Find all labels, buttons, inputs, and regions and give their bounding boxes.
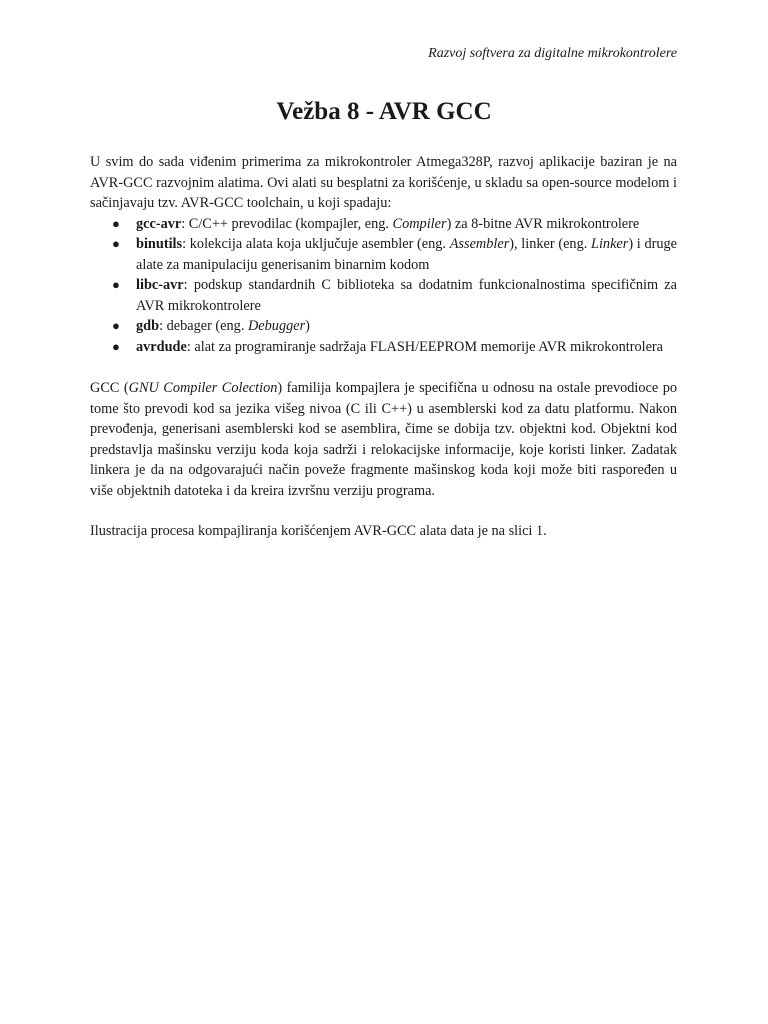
bullet-icon: ● xyxy=(112,277,120,292)
description-text: : alat za programiranje sadržaja FLASH/EEPROM memorije AVR mikrokontrolera xyxy=(186,338,664,355)
list-item-gcc-avr xyxy=(90,214,677,235)
bullet-icon: ● xyxy=(112,215,120,231)
paragraph-spacer xyxy=(90,357,677,378)
document-body xyxy=(90,152,677,542)
description-text: ), linker (eng. xyxy=(509,236,591,252)
description-text: : debager (eng. xyxy=(159,318,248,334)
illustration-paragraph: Ilustracija procesa kompajliranja korišćenjem AVR-GCC alata data je na slici 1. xyxy=(90,523,547,539)
bullet-icon: ● xyxy=(112,236,120,251)
bullet-icon: ● xyxy=(112,318,120,333)
gcc-paragraph-lead: GCC ( xyxy=(90,380,129,396)
term-gcc-avr: gcc-avr xyxy=(136,215,182,232)
bullet-icon: ● xyxy=(112,338,120,354)
emphasis-text: Compiler xyxy=(392,215,447,232)
list-item-binutils xyxy=(90,234,677,275)
description-text: ) i druge alate za manipulaciju generisanim binarnim kodom xyxy=(136,236,677,273)
description-text: ) xyxy=(305,318,310,334)
page-title: Vežba 8 - AVR GCC xyxy=(276,98,492,125)
description-text: : kolekcija alata koja uključuje asembler (eng. xyxy=(182,236,450,252)
list-item-libc-avr xyxy=(90,275,677,316)
emphasis-text: Assembler xyxy=(449,236,510,252)
description-text: : podskup standardnih C biblioteka sa dodatnim funkcionalnostima specifičnim za AVR mikrokontrolere xyxy=(136,277,677,314)
list-item-gdb xyxy=(90,316,677,337)
term-libc-avr: libc-avr xyxy=(136,277,184,293)
emphasis-text: Linker xyxy=(591,236,629,252)
list-item-avrdude xyxy=(90,337,677,358)
gcc-paragraph-body: ) familija kompajlera je specifična u odnosu na ostale prevodioce po tome što prevodi kod sa jezika višeg nivoa (C ili C++) u asemblerski kod za datu platformu. Nakon prevođenja, generisani asemblerski kod se asemblira, čime se dobija tzv. objektni kod. Objektni kod predstavlja mašinsku verziju koda koja sadrži i relokacijske informacije, koje koristi linker. Zadatak linkera je da na odgovarajući način poveže fragmente mašinskog koda koji može biti raspoređen u više objektnih datoteka i da kreira izvršnu verziju programa. xyxy=(90,380,677,499)
description-text: ) za 8-bitne AVR mikrokontrolere xyxy=(446,215,640,232)
term-binutils: binutils xyxy=(136,236,183,252)
term-avrdude: avrdude xyxy=(136,338,187,355)
emphasis-text: GNU Compiler Colection xyxy=(128,380,278,396)
toolchain-list xyxy=(90,214,677,358)
running-header: Razvoj softvera za digitalne mikrokontrolere xyxy=(428,46,677,61)
paragraph-spacer xyxy=(90,501,677,521)
gcc-paragraph xyxy=(90,378,677,501)
emphasis-text: Debugger xyxy=(247,318,306,334)
intro-paragraph: U svim do sada viđenim primerima za mikrokontroler Atmega328P, razvoj aplikacije baziran je na AVR-GCC razvojnim alatima. Ovi alati su besplatni za korišćenje, u skladu sa open-source modelom i sačinjavaju tzv. AVR-GCC toolchain, u koji spadaju: xyxy=(90,154,677,211)
description-text: : C/C++ prevodilac (kompajler, eng. xyxy=(181,215,393,232)
term-gdb: gdb xyxy=(136,318,160,334)
